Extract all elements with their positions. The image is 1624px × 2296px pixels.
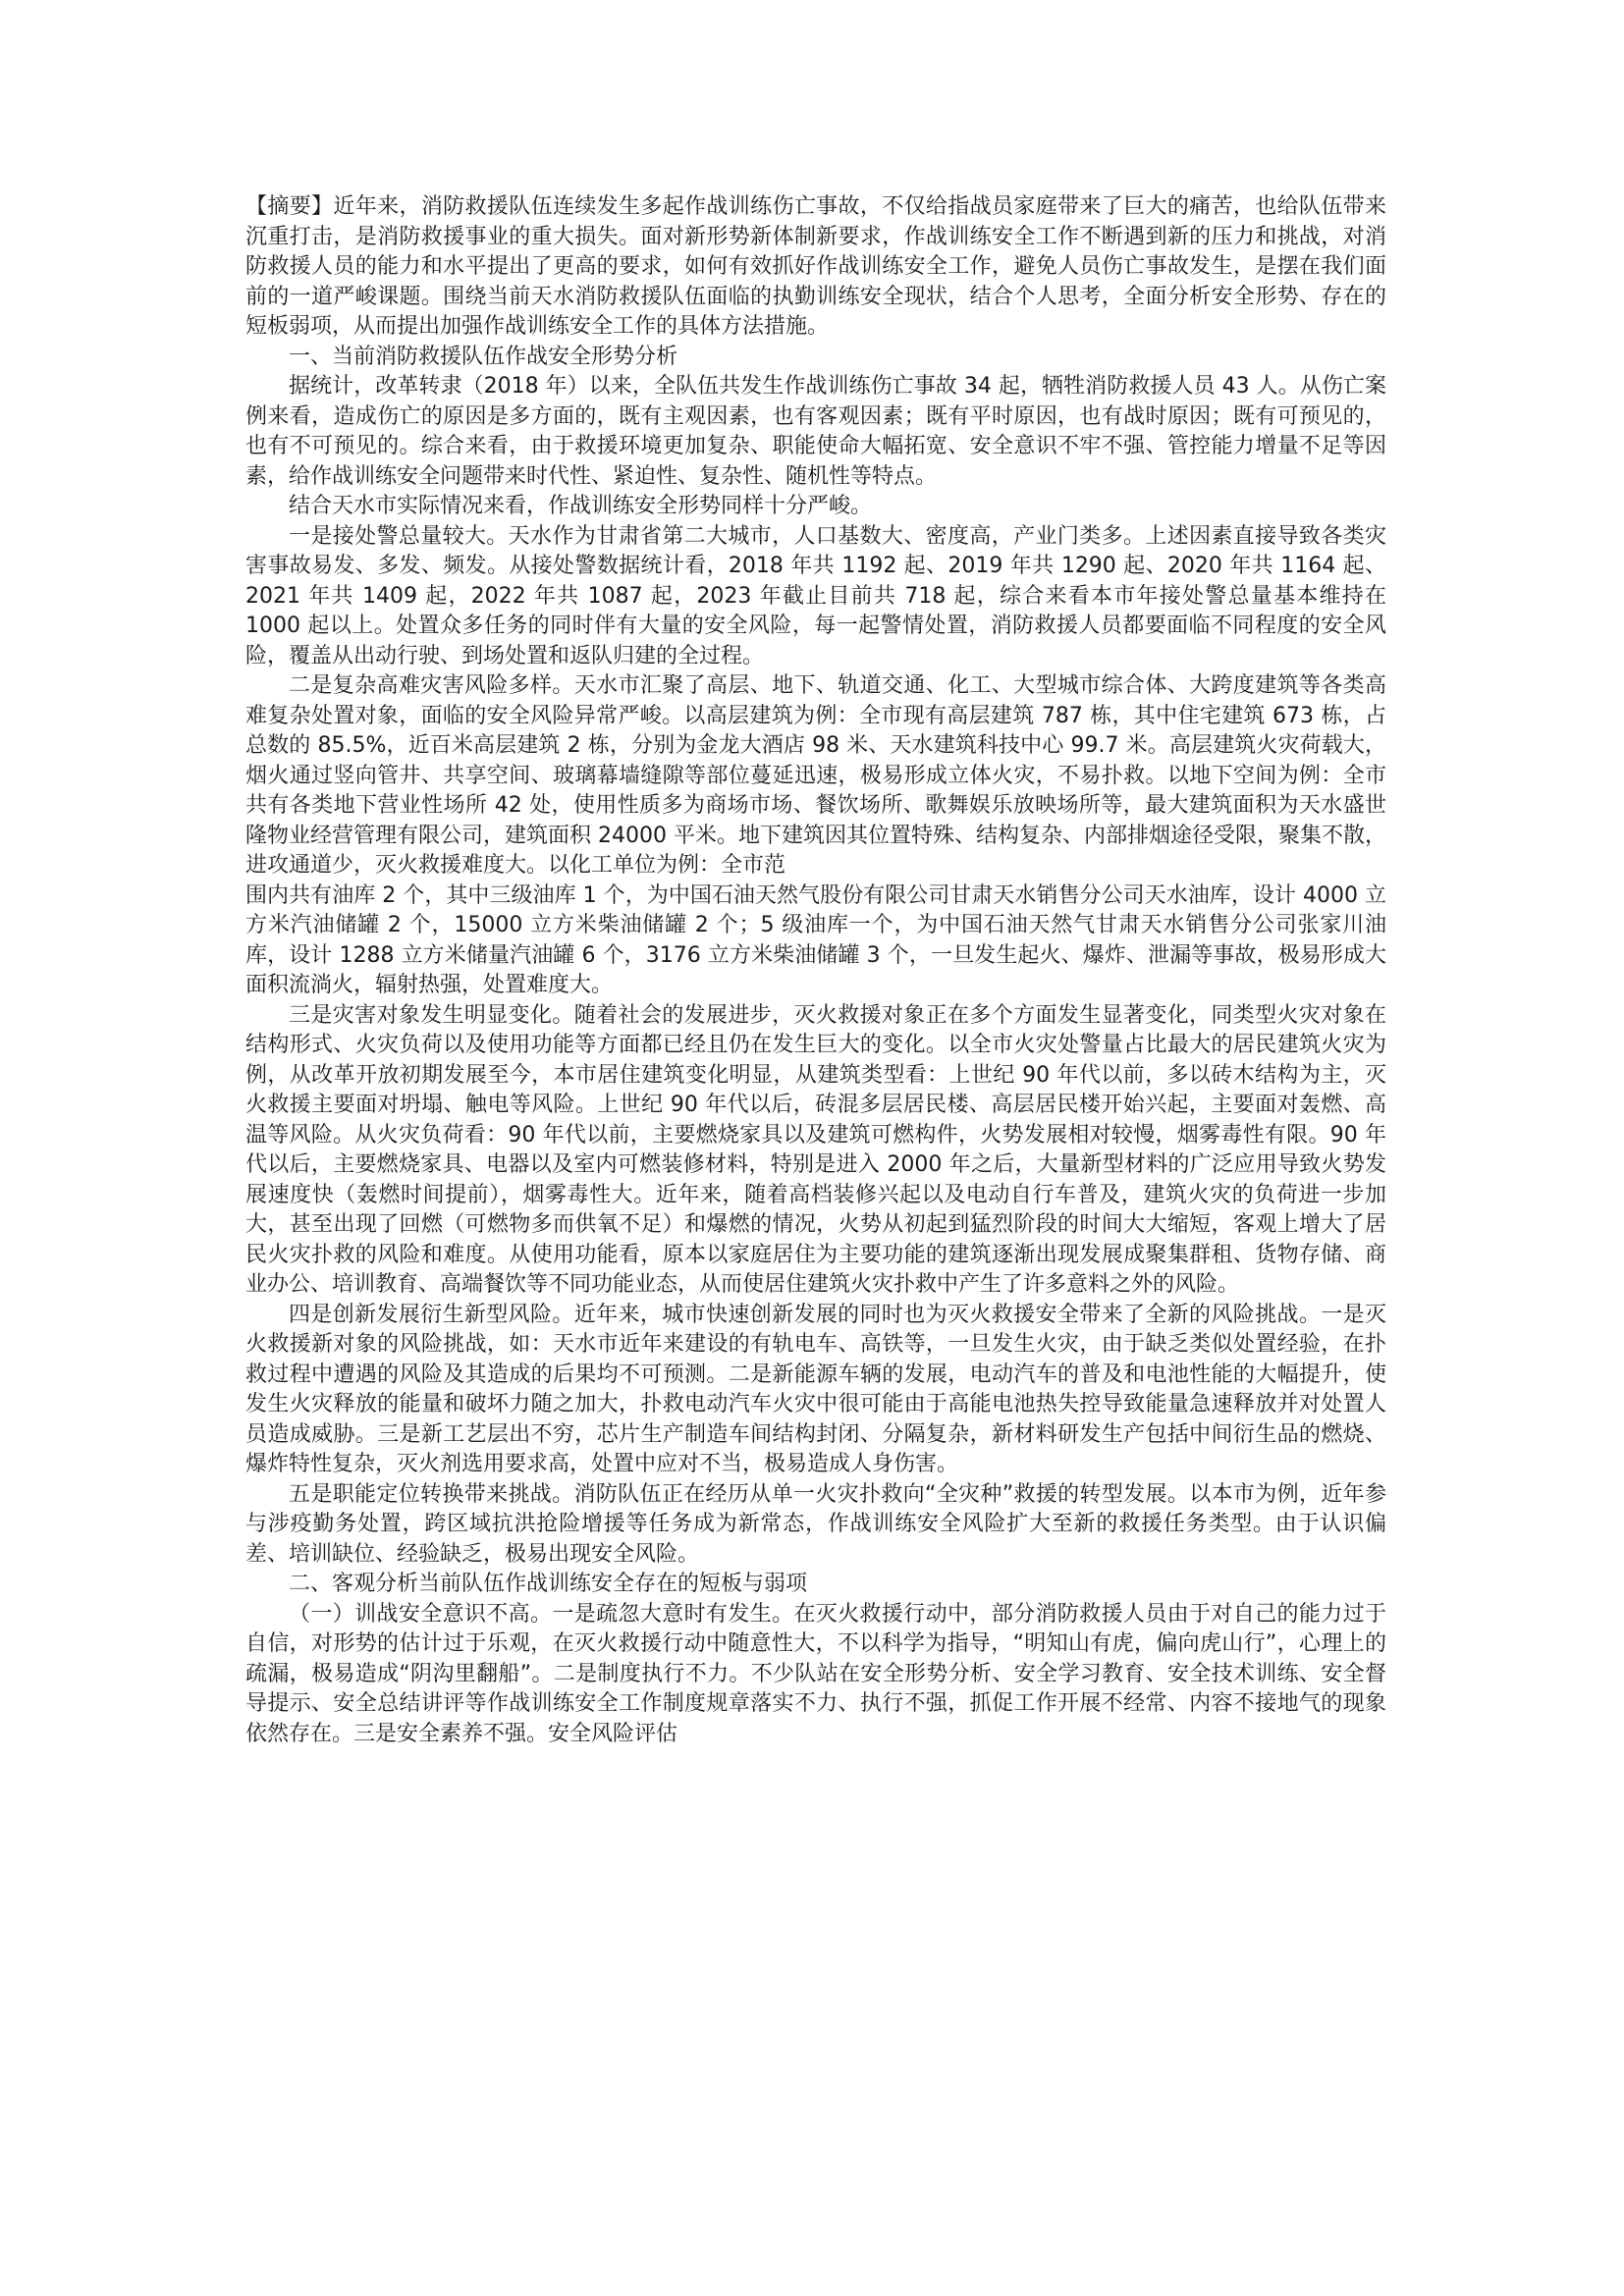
document-page xyxy=(245,192,1386,1749)
body-paragraph: 一是接处警总量较大。天水作为甘肃省第二大城市，人口基数大、密度高，产业门类多。上述因素直接导致各类灾害事故易发、多发、频发。从接处警数据统计看，2018 年共 1192 起、2019 年共 1290 起、2020 年共 1164 起、2021 年共 1409 起，2022 年共 1087 起，2023 年截止目前共 718 起，综合来看本市年接处警总量基本维持在 1000 起以上。处置众多任务的同时伴有大量的安全风险，每一起警情处置，消防救援人员都要面临不同程度的安全风险，覆盖从出动行驶、到场处置和返队归建的全过程。 xyxy=(245,523,1386,668)
body-paragraph: 二是复杂高难灾害风险多样。天水市汇聚了高层、地下、轨道交通、化工、大型城市综合体、大跨度建筑等各类高难复杂处置对象，面临的安全风险异常严峻。以高层建筑为例：全市现有高层建筑 787 栋，其中住宅建筑 673 栋，占总数的 85.5%，近百米高层建筑 2 栋，分别为金龙大酒店 98 米、天水建筑科技中心 99.7 米。高层建筑火灾荷载大，烟火通过竖向管井、共享空间、玻璃幕墙缝隙等部位蔓延迅速，极易形成立体火灾，不易扑救。以地下空间为例：全市共有各类地下营业性场所 42 处，使用性质多为商场市场、餐饮场所、歌舞娱乐放映场所等，最大建筑面积为天水盛世隆物业经营管理有限公司，建筑面积 24000 平米。地下建筑因其位置特殊、结构复杂、内部排烟途径受限，聚集不散，进攻通道少，灭火救援难度大。以化工单位为例：全市范 xyxy=(245,673,1386,878)
section-heading-2: 二、客观分析当前队伍作战训练安全存在的短板与弱项 xyxy=(289,1572,808,1596)
body-paragraph: 据统计，改革转隶（2018 年）以来，全队伍共发生作战训练伤亡事故 34 起，牺牲消防救援人员 43 人。从伤亡案例来看，造成伤亡的原因是多方面的，既有主观因素，也有客观因素；既有平时原因，也有战时原因；既有可预见的，也有不可预见的。综合来看，由于救援环境更加复杂、职能使命大幅拓宽、安全意识不牢不强、管控能力增量不足等因素，给作战训练安全问题带来时代性、紧迫性、复杂性、随机性等特点。 xyxy=(245,374,1386,489)
body-paragraph-continued: 围内共有油库 2 个，其中三级油库 1 个，为中国石油天然气股份有限公司甘肃天水销售分公司天水油库，设计 4000 立方米汽油储罐 2 个，15000 立方米柴油储罐 2 个；5 级油库一个，为中国石油天然气甘肃天水销售分公司张家川油库，设计 1288 立方米储量汽油罐 6 个，3176 立方米柴油储罐 3 个，一旦发生起火、爆炸、泄漏等事故，极易形成大面积流淌火，辐射热强，处置难度大。 xyxy=(245,882,1386,997)
section-heading-1: 一、当前消防救援队伍作战安全形势分析 xyxy=(289,344,678,369)
body-paragraph: 三是灾害对象发生明显变化。随着社会的发展进步，灭火救援对象正在多个方面发生显著变化，同类型火灾对象在结构形式、火灾负荷以及使用功能等方面都已经且仍在发生巨大的变化。以全市火灾处警量占比最大的居民建筑火灾为例，从改革开放初期发展至今，本市居住建筑变化明显，从建筑类型看：上世纪 90 年代以前，多以砖木结构为主，灭火救援主要面对坍塌、触电等风险。上世纪 90 年代以后，砖混多层居民楼、高层居民楼开始兴起，主要面对轰燃、高温等风险。从火灾负荷看：90 年代以前，主要燃烧家具以及建筑可燃构件，火势发展相对较慢，烟雾毒性有限。90 年代以后，主要燃烧家具、电器以及室内可燃装修材料，特别是进入 2000 年之后，大量新型材料的广泛应用导致火势发展速度快（轰燃时间提前），烟雾毒性大。近年来，随着高档装修兴起以及电动自行车普及，建筑火灾的负荷进一步加大，甚至出现了回燃（可燃物多而供氧不足）和爆燃的情况，火势从初起到猛烈阶段的时间大大缩短，客观上增大了居民火灾扑救的风险和难度。从使用功能看，原本以家庭居住为主要功能的建筑逐渐出现发展成聚集群租、货物存储、商业办公、培训教育、高端餐饮等不同功能业态，从而使居住建筑火灾扑救中产生了许多意料之外的风险。 xyxy=(245,1002,1386,1297)
body-paragraph: 四是创新发展衍生新型风险。近年来，城市快速创新发展的同时也为灭火救援安全带来了全新的风险挑战。一是灭火救援新对象的风险挑战，如：天水市近年来建设的有轨电车、高铁等，一旦发生火灾，由于缺乏类似处置经验，在扑救过程中遭遇的风险及其造成的后果均不可预测。二是新能源车辆的发展，电动汽车的普及和电池性能的大幅提升，使发生火灾释放的能量和破坏力随之加大，扑救电动汽车火灾中很可能由于高能电池热失控导致能量急速释放并对处置人员造成威胁。三是新工艺层出不穷，芯片生产制造车间结构封闭、分隔复杂，新材料研发生产包括中间衍生品的燃烧、爆炸特性复杂，灭火剂选用要求高，处置中应对不当，极易造成人身伤害。 xyxy=(245,1302,1386,1476)
body-paragraph: 结合天水市实际情况来看，作战训练安全形势同样十分严峻。 xyxy=(289,494,873,518)
body-paragraph: 五是职能定位转换带来挑战。消防队伍正在经历从单一火灾扑救向“全灾种”救援的转型发展。以本市为例，近年参与涉疫勤务处置，跨区域抗洪抢险增援等任务成为新常态，作战训练安全风险扩大至新的救援任务类型。由于认识偏差、培训缺位、经验缺乏，极易出现安全风险。 xyxy=(245,1481,1386,1567)
abstract-paragraph: 【摘要】近年来，消防救援队伍连续发生多起作战训练伤亡事故，不仅给指战员家庭带来了巨大的痛苦，也给队伍带来沉重打击，是消防救援事业的重大损失。面对新形势新体制新要求，作战训练安全工作不断遇到新的压力和挑战，对消防救援人员的能力和水平提出了更高的要求，如何有效抓好作战训练安全工作，避免人员伤亡事故发生，是摆在我们面前的一道严峻课题。围绕当前天水消防救援队伍面临的执勤训练安全现状，结合个人思考，全面分析安全形势、存在的短板弱项，从而提出加强作战训练安全工作的具体方法措施。 xyxy=(245,194,1386,339)
body-paragraph: （一）训战安全意识不高。一是疏忽大意时有发生。在灭火救援行动中，部分消防救援人员由于对自己的能力过于自信，对形势的估计过于乐观，在灭火救援行动中随意性大，不以科学为指导，“明知山有虎，偏向虎山行”，心理上的疏漏，极易造成“阴沟里翻船”。二是制度执行不力。不少队站在安全形势分析、安全学习教育、安全技术训练、安全督导提示、安全总结讲评等作战训练安全工作制度规章落实不力、执行不强，抓促工作开展不经常、内容不接地气的现象依然存在。三是安全素养不强。安全风险评估 xyxy=(245,1601,1386,1746)
